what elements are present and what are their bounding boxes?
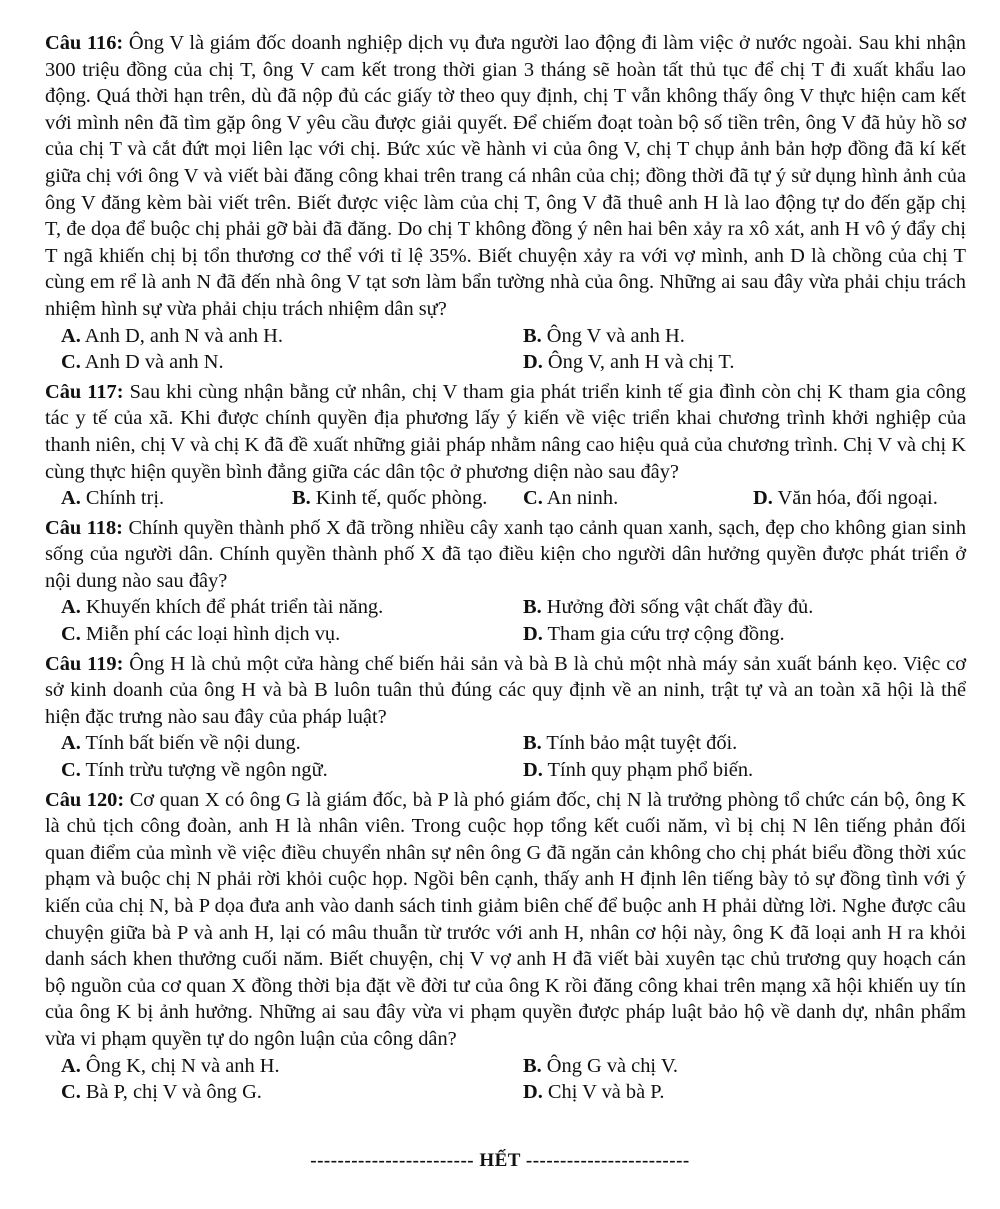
question-116 xyxy=(45,30,966,376)
option-c[interactable]: C. Tính trừu tượng về ngôn ngữ. xyxy=(61,759,328,782)
option-a[interactable]: A. Chính trị. xyxy=(61,487,165,510)
question-number: Câu 117: xyxy=(45,380,124,403)
option-c[interactable]: C. Miễn phí các loại hình dịch vụ. xyxy=(61,623,341,646)
question-text: Ông V là giám đốc doanh nghiệp dịch vụ đưa người lao động đi làm việc ở nước ngoài. Sau khi nhận 300 triệu đồng của chị T, ông V cam kết trong thời gian 3 tháng sẽ hoàn tất thủ tục để chị T đi xuất khẩu lao động. Quá thời hạn trên, dù đã nộp đủ các giấy tờ theo quy định, chị T vẫn không thấy ông V thực hiện cam kết với mình nên đã tìm gặp ông V yêu cầu được giải quyết. Để chiếm đoạt toàn bộ số tiền trên, ông V đã hủy hồ sơ của chị T và cắt đứt mọi liên lạc với chị. Bức xúc về hành vi của ông V, chị T chụp ảnh bản hợp đồng đã kí kết giữa chị với ông V và viết bài đăng công khai trên trang cá nhân của chị; đồng thời đã tự ý sử dụng hình ảnh của ông V đăng kèm bài viết trên. Biết được việc làm của chị T, ông V đã thuê anh H là lao động tự do đến gặp chị T, đe dọa để buộc chị phải gỡ bài đã đăng. Do chị T không đồng ý nên hai bên xảy ra xô xát, anh H vô ý đẩy chị T ngã khiến chị bị tổn thương cơ thể với tỉ lệ 35%. Biết chuyện xảy ra với vợ mình, anh D là chồng của chị T cùng em rể là anh N đã đến nhà ông V tạt sơn làm bẩn tường nhà của ông. Những ai sau đây vừa phải chịu trách nhiệm hình sự vừa phải chịu trách nhiệm dân sự? xyxy=(45,32,966,320)
option-a[interactable]: A. Khuyến khích để phát triển tài năng. xyxy=(61,596,384,619)
question-119 xyxy=(45,651,966,784)
question-118 xyxy=(45,515,966,648)
question-text: Chính quyền thành phố X đã trồng nhiều cây xanh tạo cảnh quan xanh, sạch, đẹp cho không gian sinh sống của người dân. Chính quyền thành phố X đã tạo điều kiện cho người dân hưởng quyền được phát triển ở nội dung nào sau đây? xyxy=(45,516,967,592)
question-stem xyxy=(45,787,966,1053)
question-text: Cơ quan X có ông G là giám đốc, bà P là phó giám đốc, chị N là trưởng phòng tổ chức cán bộ, ông K là chủ tịch công đoàn, anh H là nhân viên. Trong cuộc họp tổng kết cuối năm, vì bị chị N lên tiếng phản đối quan điểm của mình về việc điều chuyển nhân sự nên ông G đã ngăn cản không cho chị phát biểu đồng thời xúc phạm và buộc chị N phải rời khỏi cuộc họp. Ngồi bên cạnh, thấy anh H định lên tiếng bày tỏ sự đồng tình với ý kiến của chị N, bà P dọa đưa anh vào danh sách tinh giảm biên chế để buộc anh H phải dừng lời. Nghe được câu chuyện giữa bà P và anh H, lại có mâu thuẫn từ trước với anh H, nhân cơ hội này, ông K đã loại anh H ra khỏi danh sách khen thưởng cuối năm. Biết chuyện, chị V vợ anh H đã viết bài xuyên tạc chủ trương quy hoạch cán bộ nguồn của cơ quan X đồng thời bịa đặt về đời tư của ông K rồi đăng công khai trên mạng xã hội khiến uy tín của ông K bị ảnh hưởng. Những ai sau đây vừa vi phạm quyền được pháp luật bảo hộ về danh dự, nhân phẩm vừa vi phạm quyền tự do ngôn luận của công dân? xyxy=(45,788,966,1050)
end-marker: ------------------------ HẾT ------------------------ xyxy=(310,1150,690,1171)
question-stem xyxy=(45,651,966,731)
option-b[interactable]: B. Tính bảo mật tuyệt đối. xyxy=(523,732,738,755)
question-120 xyxy=(45,787,966,1106)
question-text: Ông H là chủ một cửa hàng chế biến hải sản và bà B là chủ một nhà máy sản xuất bánh kẹo. Việc cơ sở kinh doanh của ông H và bà B luôn tuân thủ đúng các quy định về an ninh, trật tự và an toàn xã hội là thể hiện đặc trưng nào sau đây của pháp luật? xyxy=(45,652,966,728)
option-a[interactable]: A. Tính bất biến về nội dung. xyxy=(61,732,301,755)
answer-options xyxy=(45,594,966,647)
question-number: Câu 119: xyxy=(45,652,124,675)
question-number: Câu 120: xyxy=(45,788,125,811)
option-a[interactable]: A. Ông K, chị N và anh H. xyxy=(61,1054,280,1077)
option-b[interactable]: B. Ông G và chị V. xyxy=(523,1054,679,1077)
option-c[interactable]: C. Anh D và anh N. xyxy=(61,351,224,374)
question-number: Câu 118: xyxy=(45,516,123,539)
answer-options xyxy=(45,485,966,512)
option-b[interactable]: B. Hưởng đời sống vật chất đầy đủ. xyxy=(523,596,814,619)
option-c[interactable]: C. An ninh. xyxy=(523,487,619,510)
question-number: Câu 116: xyxy=(45,32,124,54)
option-c[interactable]: C. Bà P, chị V và ông G. xyxy=(61,1081,262,1104)
option-d[interactable]: D. Ông V, anh H và chị T. xyxy=(523,351,735,374)
option-a[interactable]: A. Anh D, anh N và anh H. xyxy=(61,324,284,347)
question-stem xyxy=(45,30,966,323)
question-stem xyxy=(45,515,966,595)
option-d[interactable]: D. Chị V và bà P. xyxy=(523,1081,665,1104)
option-d[interactable]: D. Tham gia cứu trợ cộng đồng. xyxy=(523,623,785,646)
option-d[interactable]: D. Văn hóa, đối ngoại. xyxy=(753,487,938,510)
option-b[interactable]: B. Ông V và anh H. xyxy=(523,324,685,347)
question-text: Sau khi cùng nhận bằng cử nhân, chị V tham gia phát triển kinh tế gia đình còn chị K tham gia công tác y tế của xã. Khi được chính quyền địa phương lấy ý kiến về việc triển khai chương trình khởi nghiệp của thanh niên, chị V và chị K đã đề xuất những giải pháp nhằm nâng cao hiệu quả của chương trình. Chị V và chị K cùng thực hiện quyền bình đẳng giữa các dân tộc ở phương diện nào sau đây? xyxy=(45,380,967,483)
question-stem xyxy=(45,379,966,485)
answer-options xyxy=(45,323,966,376)
option-d[interactable]: D. Tính quy phạm phổ biến. xyxy=(523,759,754,782)
question-117 xyxy=(45,379,966,512)
answer-options xyxy=(45,1053,966,1106)
answer-options xyxy=(45,730,966,783)
option-b[interactable]: B. Kinh tế, quốc phòng. xyxy=(292,487,488,510)
